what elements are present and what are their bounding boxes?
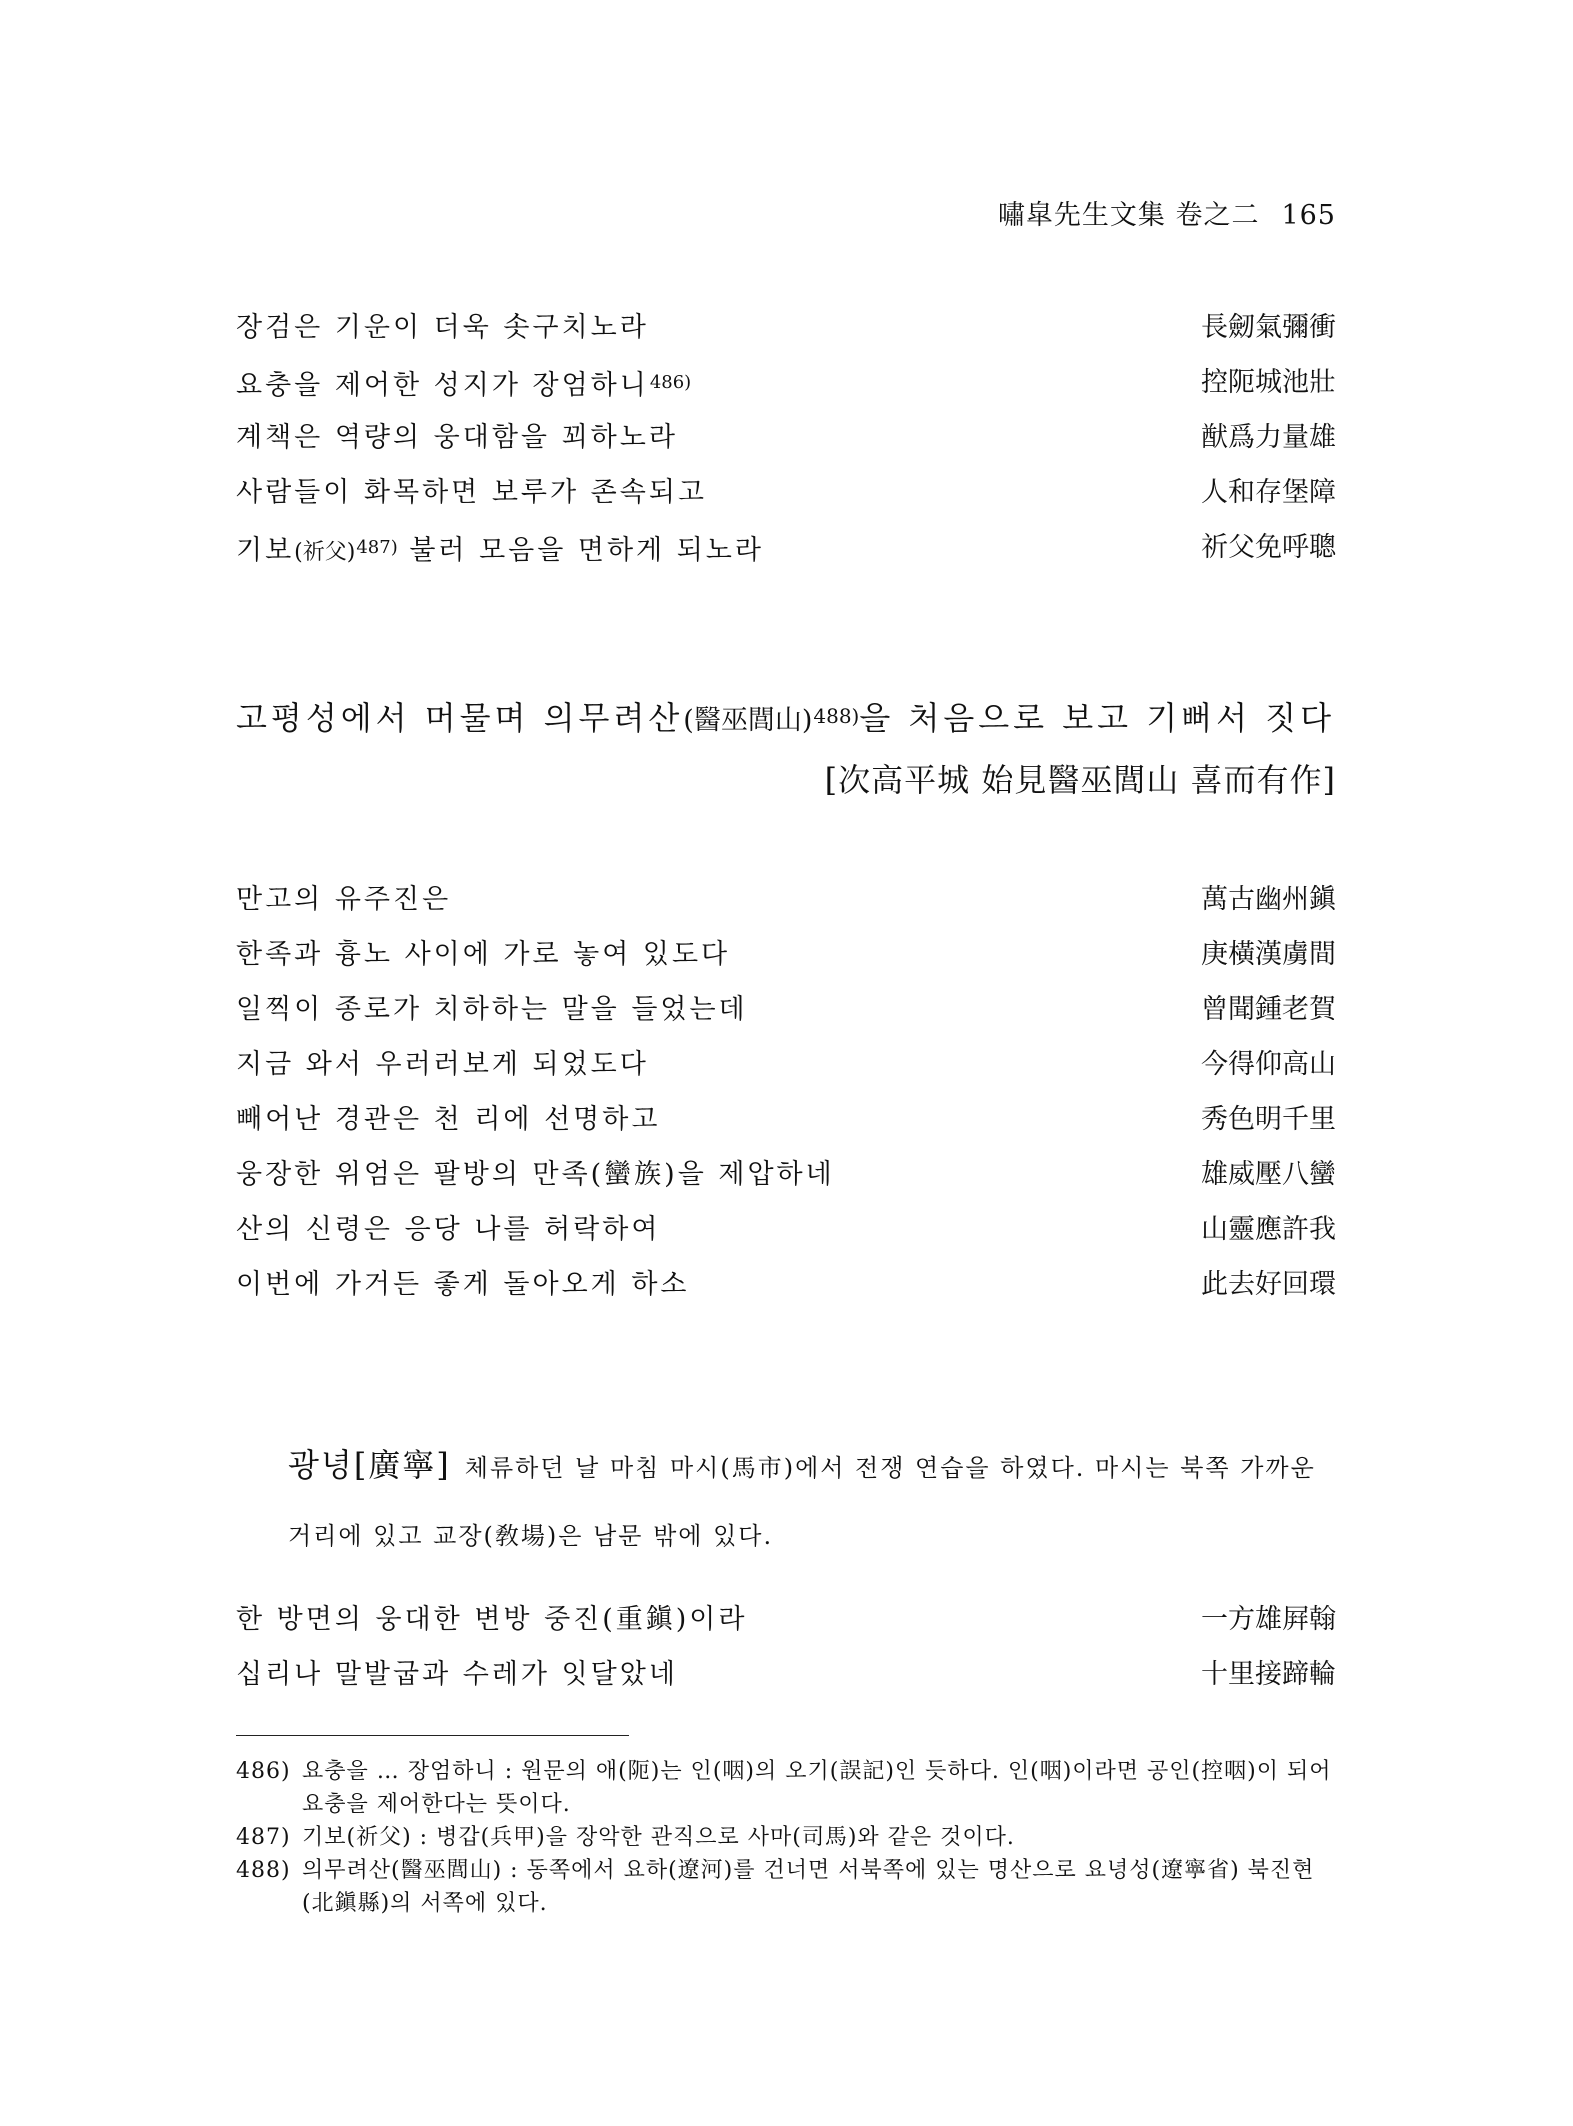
verse-hanja: 雄威壓八蠻 (1201, 1159, 1336, 1190)
footnote-number: 487) (236, 1825, 291, 1850)
poem-title-hanja: [次高平城 始見醫巫閭山 喜而有作] (824, 761, 1336, 799)
verse-line (236, 927, 1336, 982)
gloss-hanja: (祈父) (294, 540, 356, 565)
verse-korean-text: 기보 (236, 535, 295, 566)
footnote-486 (236, 1755, 1336, 1821)
footnote-text: 의무려산(醫巫閭山) : 동쪽에서 요하(遼河)를 건너면 서북쪽에 있는 명산으로 요녕성(遼寧省) 북진현(北鎭縣)의 서쪽에 있다. (302, 1858, 1315, 1916)
verse-hanja: 庚橫漢虜間 (1201, 939, 1336, 970)
verse-hanja: 十里接蹄輪 (1201, 1659, 1336, 1690)
verse-line (236, 872, 1336, 927)
verse-korean (236, 355, 691, 413)
footnotes (236, 1755, 1336, 1920)
running-title: 嘯皐先生文集 卷之二 (997, 200, 1260, 231)
poem-2-verses (236, 872, 1336, 1312)
verse-korean: 십리나 말발굽과 수레가 잇달았네 (236, 1659, 678, 1690)
page-number: 165 (1281, 200, 1336, 231)
poem-title-korean (236, 693, 1335, 739)
footnote-487 (236, 1821, 1336, 1854)
verse-korean: 만고의 유주진은 (236, 884, 452, 915)
verse-korean: 빼어난 경관은 천 리에 선명하고 (236, 1104, 661, 1135)
poem-1-verses (236, 300, 1336, 575)
poem-title: 광녕[廣寧] (288, 1446, 451, 1484)
verse-korean (236, 520, 764, 580)
verse-korean: 일찍이 종로가 치하하는 말을 들었는데 (236, 994, 748, 1025)
poem-3-preface (288, 1431, 1336, 1570)
verse-line (236, 1647, 1336, 1702)
footnote-number: 486) (236, 1759, 291, 1784)
verse-hanja: 祈父免呼聰 (1201, 532, 1336, 563)
preface-text: 체류하던 날 마침 마시(馬市)에서 전쟁 연습을 하였다. 마시는 북쪽 가까운 거리에 있고 교장(敎場)은 남문 밖에 있다. (288, 1454, 1316, 1550)
verse-hanja: 人和存堡障 (1201, 477, 1336, 508)
verse-line (236, 410, 1336, 465)
verse-korean: 장검은 기운이 더욱 솟구치노라 (236, 312, 649, 343)
verse-korean: 계책은 역량의 웅대함을 꾀하노라 (236, 422, 678, 453)
footnote-text: 요충을 … 장엄하니 : 원문의 애(阨)는 인(咽)의 오기(誤記)인 듯하다. 인(咽)이라면 공인(控咽)이 되어 요충을 제어한다는 뜻이다. (302, 1759, 1332, 1817)
verse-line (236, 465, 1336, 520)
verse-line (236, 1202, 1336, 1257)
footnote-text: 기보(祈父) : 병갑(兵甲)을 장악한 관직으로 사마(司馬)와 같은 것이다. (302, 1825, 1015, 1850)
verse-line (236, 1037, 1336, 1092)
poem-title-text: 을 처음으로 보고 기뻐서 짓다 (859, 699, 1335, 737)
verse-hanja: 山靈應許我 (1201, 1214, 1336, 1245)
footnote-488 (236, 1854, 1336, 1920)
verse-line (236, 1147, 1336, 1202)
verse-hanja: 今得仰高山 (1201, 1049, 1336, 1080)
verse-hanja: 控阨城池壯 (1201, 367, 1336, 398)
verse-hanja: 一方雄屛翰 (1201, 1604, 1336, 1635)
verse-hanja: 萬古幽州鎭 (1201, 884, 1336, 915)
footnote-ref-487[interactable]: 487) (356, 537, 398, 558)
gloss-hanja: (醫巫閭山) (683, 705, 813, 736)
verse-korean: 사람들이 화목하면 보루가 존속되고 (236, 477, 707, 508)
footnote-number: 488) (236, 1858, 291, 1883)
verse-korean-text: 요충을 제어한 성지가 장엄하니 (236, 370, 649, 401)
verse-hanja: 曾聞鍾老賀 (1201, 994, 1336, 1025)
verse-korean: 지금 와서 우러러보게 되었도다 (236, 1049, 649, 1080)
verse-hanja: 長劒氣彌衝 (1201, 312, 1336, 343)
footnote-divider (236, 1735, 629, 1736)
verse-line (236, 520, 1336, 575)
verse-line (236, 1592, 1336, 1647)
verse-korean: 한족과 흉노 사이에 가로 놓여 있도다 (236, 939, 731, 970)
verse-line (236, 300, 1336, 355)
poem-title-text: 고평성에서 머물며 의무려산 (236, 699, 684, 737)
verse-hanja: 猷爲力量雄 (1201, 422, 1336, 453)
verse-line (236, 1092, 1336, 1147)
verse-line (236, 1257, 1336, 1312)
verse-korean: 한 방면의 웅대한 변방 중진(重鎭)이라 (236, 1604, 748, 1635)
footnote-ref-488[interactable]: 488) (813, 704, 860, 728)
verse-line (236, 355, 1336, 410)
verse-hanja: 秀色明千里 (1201, 1104, 1336, 1135)
verse-korean-text: 불러 모음을 면하게 되노라 (397, 535, 764, 566)
verse-korean: 산의 신령은 응당 나를 허락하여 (236, 1214, 661, 1245)
verse-hanja: 此去好回環 (1201, 1269, 1336, 1300)
verse-line (236, 982, 1336, 1037)
footnote-ref-486[interactable]: 486) (649, 372, 692, 393)
verse-korean: 이번에 가거든 좋게 돌아오게 하소 (236, 1269, 690, 1300)
page-header (998, 193, 1336, 232)
poem-3-verses (236, 1592, 1336, 1702)
verse-korean: 웅장한 위엄은 팔방의 만족(蠻族)을 제압하네 (236, 1159, 835, 1190)
